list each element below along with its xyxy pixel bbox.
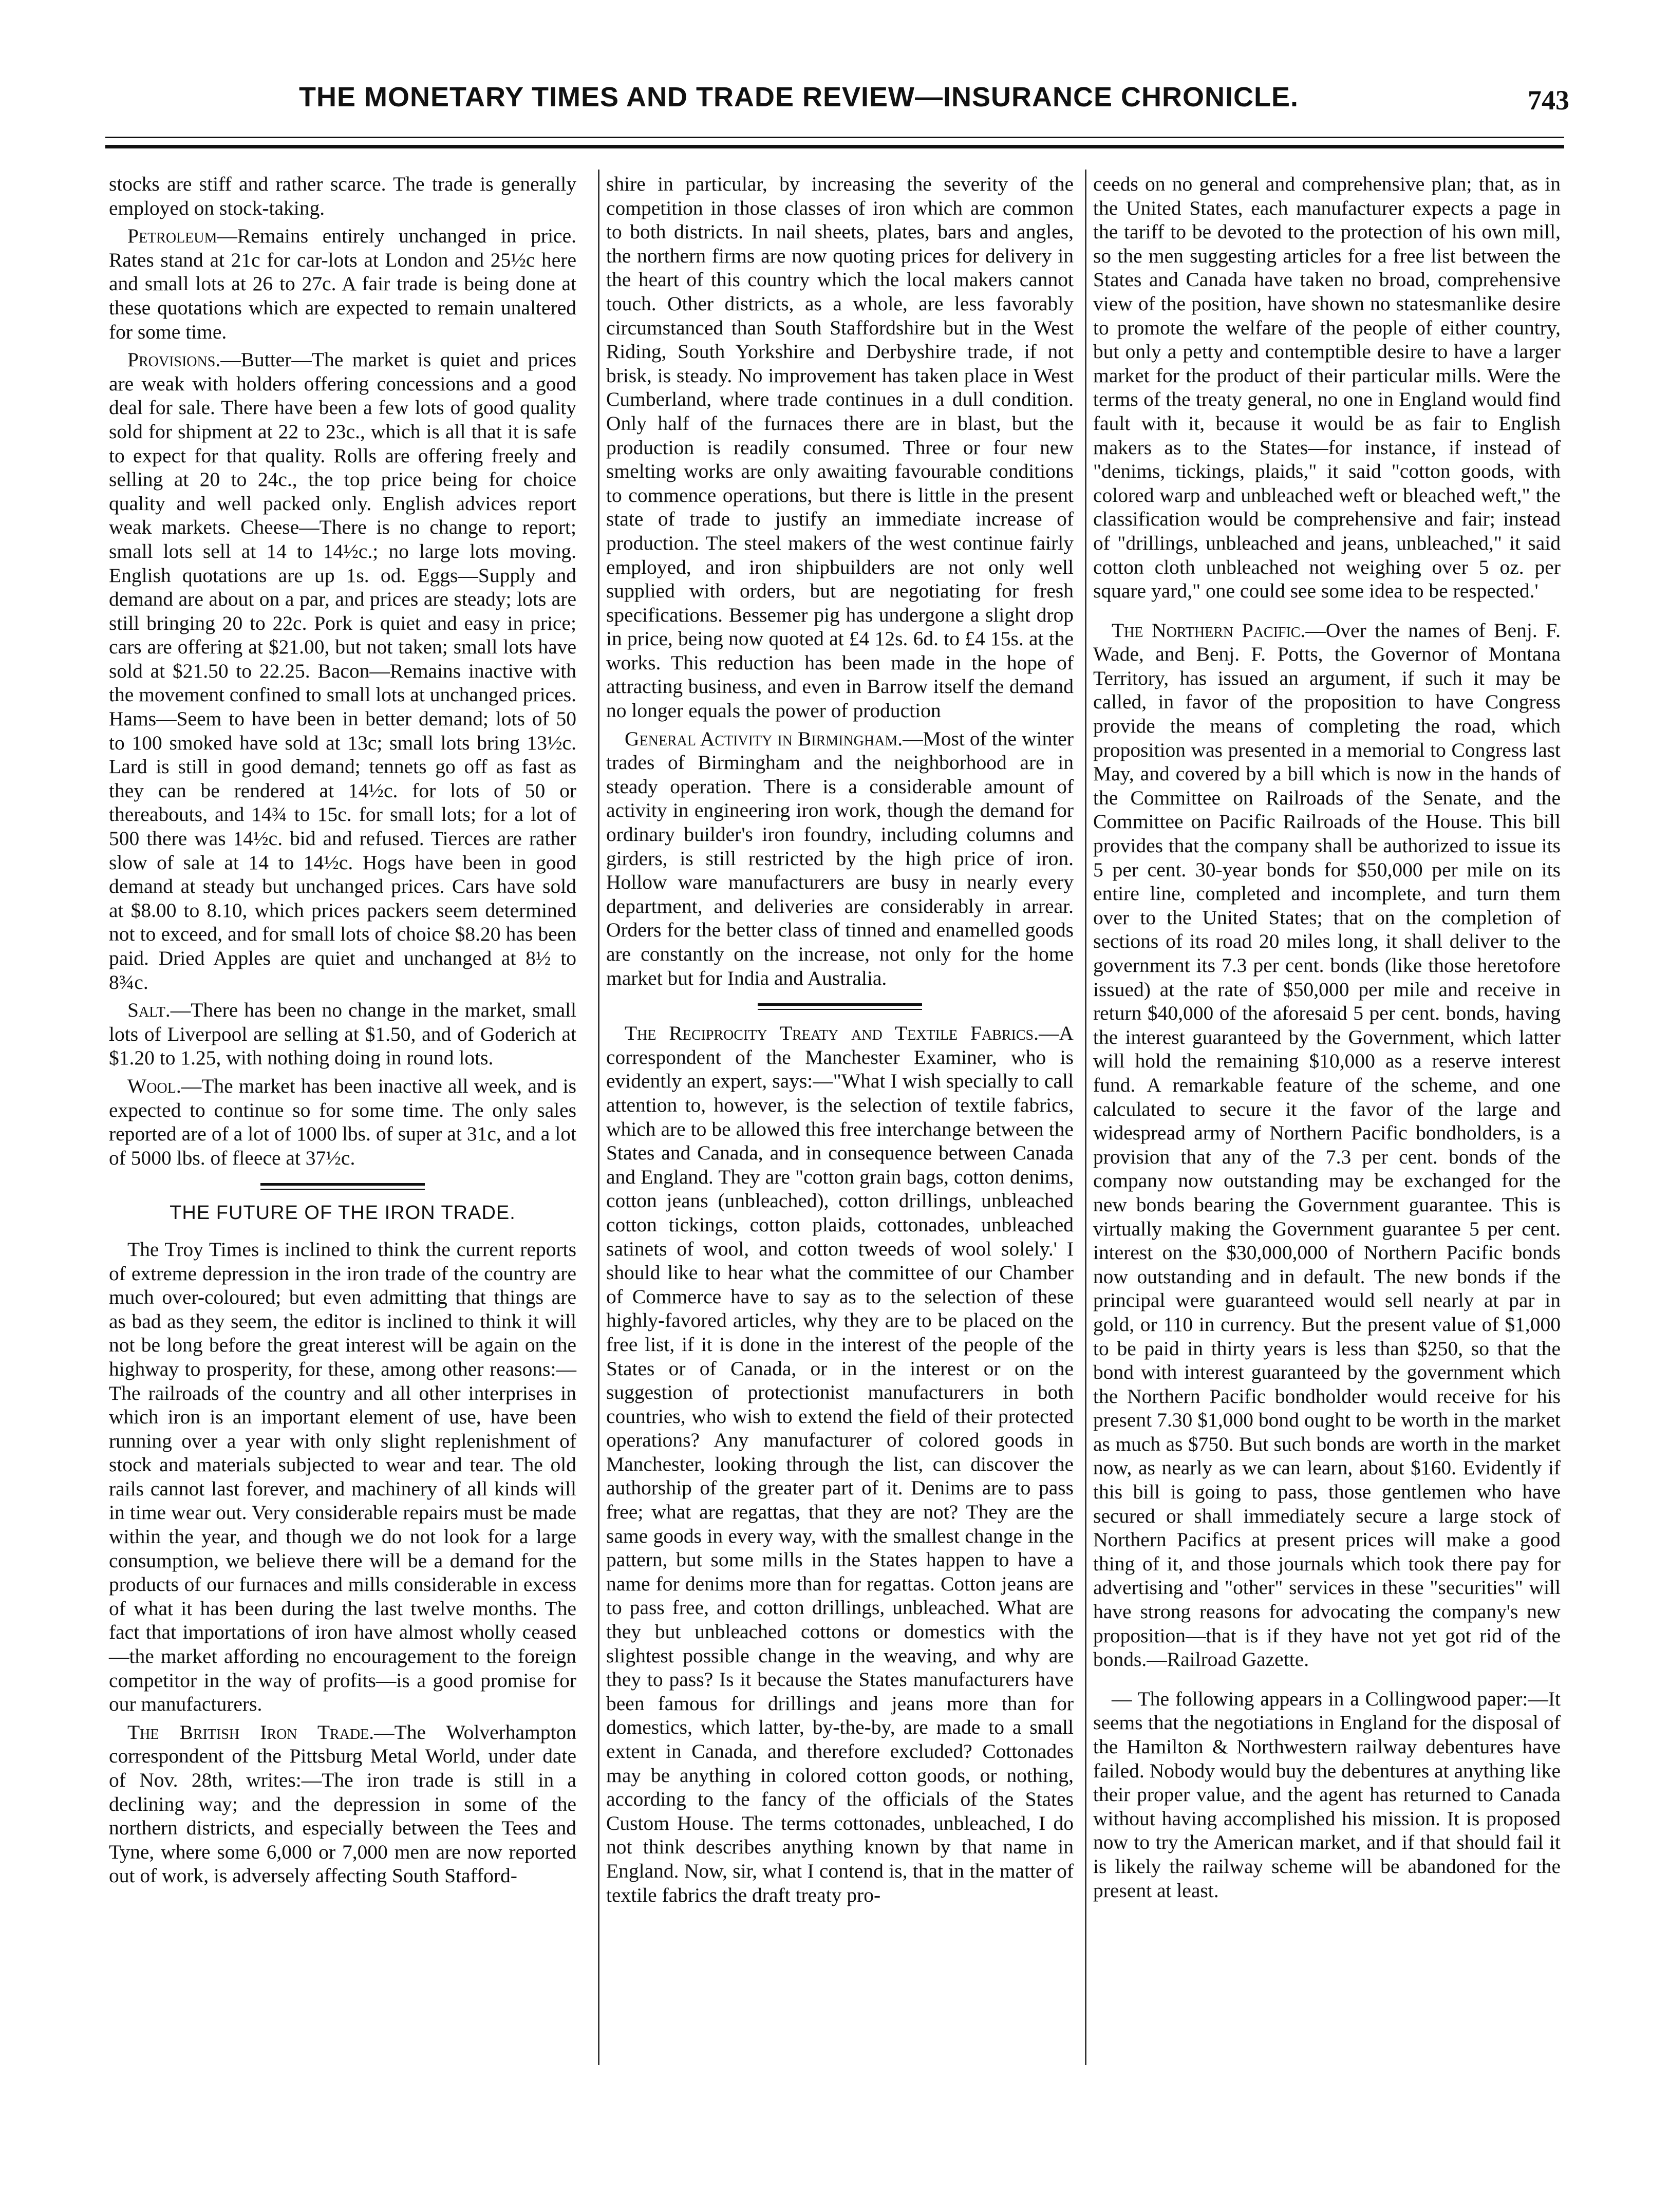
wool-heading: Wool. [127,1074,181,1097]
northern-pacific-heading: The Northern Pacific. [1112,618,1306,642]
paragraph-wool [109,1074,576,1170]
petroleum-text: —Remains entirely unchanged in price. Rates stand at 21c for car-lots at London and 25½c here and small lots at 26 to 27c. A fair trade is being done at these quotations which are expected to remain unaltered for some time. [109,224,576,343]
wool-text: —The market has been inactive all week, and is expected to continue so for some time. The only sales reported are of a lot of 1000 lbs. of super at 31c, and a lot of 5000 lbs. of fleece at 37½c. [109,1074,576,1169]
provisions-text: —Butter—The market is quiet and prices are weak with holders offering concessions and a good deal for sale. There have been a few lots of good quality sold for shipment at 22 to 23c., which is all that it is safe to expect for that quality. Rolls are offering freely and selling at 20 to 24c., the top price being for choice quality and well packed only. English advices report weak markets. Cheese—There is no change to report; small lots sell at 14 to 14½c.; no large lots moving. English quotations are up 1s. od. Eggs—Supply and demand are about on a par, and prices are steady; lots are still bringing 20 to 22c. Pork is quiet and easy in price; cars are offering at $21.00, but not taken; small lots have sold at $21.50 to 22.25. Bacon—Remains inactive with the movement confined to small lots at unchanged prices. Hams—Seem to have been in better demand; lots of 50 to 100 smoked have sold at 13c; small lots bring 13½c. Lard is still in good demand; tennets go off as fast as they can be rendered at 14½c. for lots of 50 or thereabouts, and 14¾ to 15c. for small lots; for a lot of 500 there was 14½c. bid and refused. Tierces are rather slow of sale at 14 to 14½c. Hogs have been in good demand at steady but unchanged prices. Cars have sold at $8.00 to 8.10, which prices packers seem determined not to exceed, and for small lots of choice $8.20 has been paid. Dried Apples are quiet and unchanged at 8½ to 8¾c. [109,348,576,993]
paragraph-northern-pacific [1093,618,1561,1672]
petroleum-heading: Petroleum [127,224,217,248]
paragraph-iron-trade: The Troy Times is inclined to think the current reports of extreme depression in the iron trade of the country are much over-coloured; but even admitting that things are as bad as they seem, the editor is inclined to think it will not be long before the great interest will be again on the highway to prosperity, for these, among other reasons:—The railroads of the country and all other interprises in which iron is an important element of use, have been running over a year with only slight replenishment of stock and materials subjected to wear and tear. The old rails cannot last forever, and machinery of all kinds will in time wear out. Very considerable repairs must be made within the year, and though we do not look for a large consumption, we believe there will be a demand for the products of our furnaces and mills considerable in excess of what it has been during the last twelve months. The fact that importations of iron have almost wholly ceased—the market affording no encouragement to the foreign competitor in the way of profits—is a good promise for our manufacturers. [109,1238,576,1716]
paragraph-stocks: stocks are stiff and rather scarce. The trade is generally employed on stock-taking. [109,173,576,219]
column-3 [1093,172,1561,1902]
column-divider-1 [598,170,599,2065]
paragraph-british-iron [109,1720,576,1888]
birmingham-text: —Most of the winter trades of Birmingham and the neighborhood are in steady operation. There is a considerable amount of activity in engineering iron work, though the demand for ordinary builder's iron foundry, including columns and girders, is still restricted by the high price of iron. Hollow ware manufacturers are busy in nearly every department, and deliveries are considerably in arrear. Orders for the better class of tinned and enamelled goods are constantly on the increase, not only for the home market but for India and Australia. [606,727,1074,989]
british-iron-text: —The Wolverhampton correspondent of the Pittsburg Metal World, under date of Nov. 28th, writes:—The iron trade is still in a declining way; and the depression in some of the northern districts, and especially between the Tees and Tyne, where some 6,000 or 7,000 men are now reported out of work, is adversely affecting South Stafford- [109,1720,576,1887]
paragraph-staffordshire: shire in particular, by increasing the severity of the competition in those classes of iron which are common to both districts. In nail sheets, plates, bars and angles, the northern firms are now quoting prices for delivery in the heart of this country which the local makers cannot touch. Other districts, as a whole, are less favorably circumstanced than South Staffordshire but in the West Riding, South Yorkshire and Derbyshire trade, if not brisk, is steady. No improvement has taken place in West Cumberland, where trade continues in a dull condition. Only half of the furnaces there are in blast, but the production is readily consumed. Three or four new smelting works are only awaiting favourable conditions to commence operations, but there is little in the present state of trade to justify an immediate increase of production. The steel makers of the west continue fairly employed, and iron shipbuilders are not only well supplied with orders, but are negotiating for fresh specifications. Bessemer pig has undergone a slight drop in price, being now quoted at £4 12s. 6d. to £4 15s. at the works. This reduction has been made in the hope of attracting business, and even in Barrow itself the demand no longer equals the power of production [606,173,1074,722]
british-iron-heading: The British Iron Trade. [127,1720,374,1744]
page-header [105,81,1569,122]
page-number: 743 [1528,85,1569,116]
salt-text: —There has been no change in the market, small lots of Liverpool are selling at $1.50, and of Goderich at $1.20 to 1.25, with nothing doing in round lots. [109,999,576,1070]
provisions-heading: Provisions. [127,348,221,371]
birmingham-heading: General Activity in Birmingham. [625,727,903,750]
column-divider-2 [1085,170,1086,2065]
page-title: THE MONETARY TIMES AND TRADE REVIEW—INSURANCE CHRONICLE. [298,82,1299,113]
section-separator [260,1183,425,1190]
salt-heading: Salt. [127,999,171,1022]
northern-pacific-text: —Over the names of Benj. F. Wade, and Benj. F. Potts, the Governor of Montana Territory, has issued an argument, if such it may be called, in favor of the proposition to have Congress provide the means of completing the road, which proposition was presented in a memorial to Congress last May, and covered by a bill which is now in the hands of the Committee on Railroads of the Senate, and the Committee on Pacific Railroads of the House. This bill provides that the company shall be authorized to issue its 5 per cent. 30-year bonds for $50,000 per mile on its entire line, completed and incomplete, and turn them over to the United States; that on the completion of sections of its road 20 miles long, it shall deliver to the government its 7.3 per cent. bonds (like those heretofore issued) at the rate of $50,000 per mile and receive in return $40,000 of the aforesaid 5 per cent. bonds, having the interest guaranteed by the Government, which latter will hold the remaining $10,000 as a reserve interest fund. A remarkable feature of the scheme, and one calculated to secure it the favor of the large and widespread army of Northern Pacific bondholders, is a provision that any of the 7.3 per cent. bonds of the company now outstanding may be exchanged for the new bonds bearing the Government guarantee. This is virtually making the Government guarantee 5 per cent. interest on the $30,000,000 of Northern Pacific bonds now outstanding and in default. The new bonds if the principal were guaranteed would sell nearly at par in gold, or 110 in currency. But the present value of $1,000 to be paid in thirty years is less than $250, so that the bond with interest guaranteed by the government which the Northern Pacific bondholder would receive for his present 7.30 $1,000 bond ought to be worth in the market as much as $750. But such bonds are worth in the market now, as nearly as we can learn, about $160. Evidently if this bill is going to pass, those gentlemen who have secured or shall immediately secure a large stock of Northern Pacifics at present prices will make a good thing of it, and those journals which took there pay for advertising and "other" services in these "securities" will have strong reasons for advocating the company's new proposition—that is if they have not yet got rid of the bonds.—Railroad Gazette. [1093,618,1561,1671]
paragraph-treaty-continued: ceeds on no general and comprehensive plan; that, as in the United States, each manufacturer expects a page in the tariff to be devoted to the protection of his own mill, so the men suggesting articles for a free list between the States and Canada have taken no broad, comprehensive view of the position, have shown no statesmanlike desire to promote the welfare of the people of either country, but only a petty and contemptible desire to have a larger market for the product of their particular mills. Were the terms of the treaty general, no one in England would find fault with it, because it would be as fair to English makers as to the States—for instance, if instead of "denims, tickings, plaids," it said "cotton goods, with colored warp and unbleached weft or bleached weft," the classification would be comprehensive and fair; instead of "drillings, unbleached and jeans, unbleached," it said cotton cloth unbleached not weighing over 5 oz. per square yard," one could see some idea to be respected.' [1093,173,1561,603]
column-2 [606,172,1074,1907]
paragraph-petroleum [109,224,576,344]
paragraph-reciprocity-treaty [606,1021,1074,1907]
header-rule-thick [105,145,1564,148]
reciprocity-treaty-heading: The Reciprocity Treaty and Textile Fabrics. [625,1022,1039,1045]
column-1 [109,172,576,1888]
iron-trade-heading: THE FUTURE OF THE IRON TRADE. [170,1202,516,1224]
paragraph-provisions [109,348,576,994]
paragraph-birmingham [606,727,1074,990]
header-rule-thin [105,137,1564,138]
section-separator [758,1003,922,1010]
paragraph-salt [109,998,576,1070]
paragraph-collingwood: — The following appears in a Collingwood paper:—It seems that the negotiations in England for the disposal of the Hamilton & Northwestern railway debentures have failed. Nobody would buy the debentures at anything like their proper value, and the agent has returned to Canada without having accomplished his mission. It is proposed now to try the American market, and if that should fail it is likely the railway scheme will be abandoned for the present at least. [1093,1687,1561,1902]
reciprocity-treaty-text: —A correspondent of the Manchester Examiner, who is evidently an expert, says:—"What I wish specially to call attention to, however, is the selection of textile fabrics, which are to be allowed this free interchange between the States and Canada, and in consequence between Canada and England. They are "cotton grain bags, cotton denims, cotton jeans (unbleached), cotton drillings, unbleached cotton tickings, cotton plaids, cottonades, unbleached satinets of wool, and cotton tweeds of wool solely.' I should like to hear what the committee of our Chamber of Commerce have to say as to the selection of these highly-favored articles, why they are to be placed on the free list, if it is done in the interest of the people of the States or of Canada, or in the interest or on the suggestion of protectionist manufacturers in both countries, who wish to extend the field of their protected operations? Any manufacturer of colored goods in Manchester, looking through the list, can discover the authorship of the greater part of it. Denims are to pass free; what are regattas, that they are not? They are the same goods in every way, with the smallest change in the pattern, but some mills in the States happen to have a name for denims more than for regattas. Cotton jeans are to pass free, and cotton drillings, unbleached. What are they but unbleached cottons or domestics with the slightest possible change in the weaving, and why are they to pass? Is it because the States manufacturers have been famous for drillings and jeans more than for domestics, which latter, by-the-by, are made to a small extent in Canada, and therefore excluded? Cottonades may be anything in colored cotton goods, or nothing, according to the fancy of the officials of the States Custom House. The terms cottonades, unbleached, I do not think describes anything known by that name in England. Now, sir, what I contend is, that in the matter of textile fabrics the draft treaty pro- [606,1022,1074,1906]
